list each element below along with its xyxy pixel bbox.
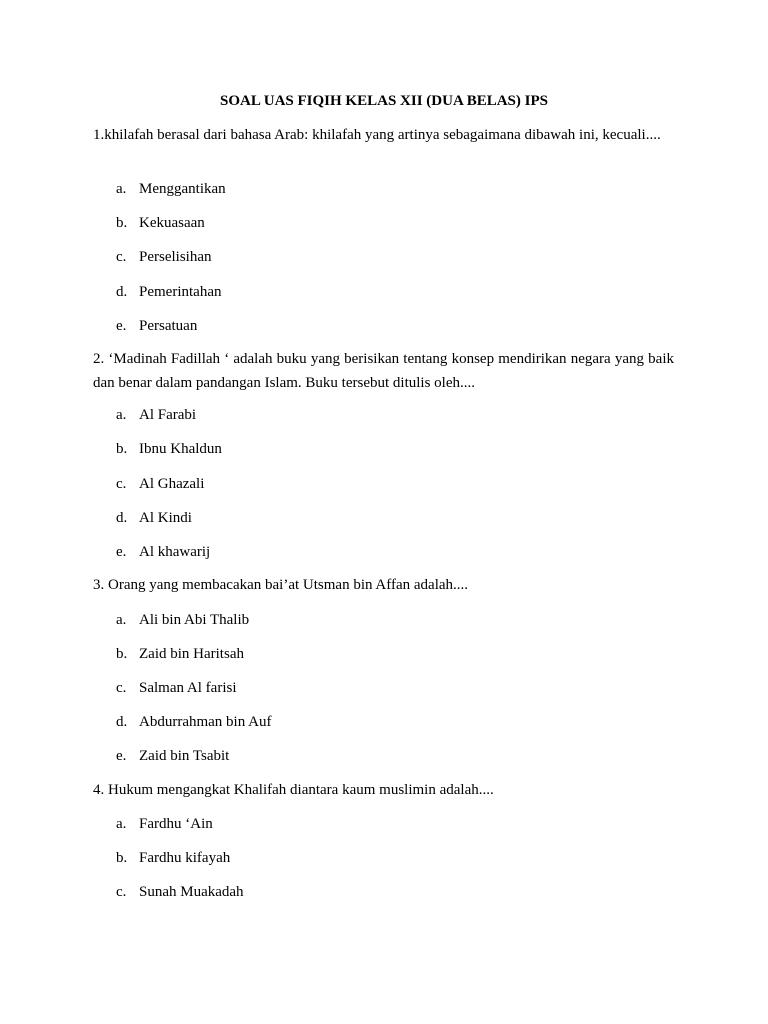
option-letter: d. [116, 714, 128, 730]
option-text: Fardhu kifayah [139, 850, 231, 866]
option-text: Al Kindi [139, 510, 192, 526]
question-1-text: 1.khilafah berasal dari bahasa Arab: khilafah yang artinya sebagaimana dibawah ini, kecuali.... [93, 127, 661, 143]
option-letter: b. [116, 215, 128, 231]
option-letter: c. [116, 476, 127, 492]
option-text: Persatuan [139, 318, 198, 334]
option-letter: c. [116, 680, 127, 696]
question-3-option-c [116, 679, 237, 697]
option-letter: a. [116, 181, 127, 197]
option-text: Fardhu ‘Ain [139, 816, 213, 832]
option-letter: b. [116, 441, 128, 457]
option-text: Ali bin Abi Thalib [139, 612, 250, 628]
option-letter: a. [116, 612, 127, 628]
option-letter: e. [116, 318, 127, 334]
option-text: Perselisihan [139, 249, 212, 265]
question-2-option-b [116, 440, 222, 458]
question-3-option-e [116, 747, 229, 765]
option-text: Kekuasaan [139, 215, 205, 231]
option-text: Zaid bin Haritsah [139, 646, 244, 662]
option-text: Al Ghazali [139, 476, 205, 492]
question-3-text: 3. Orang yang membacakan bai’at Utsman bin Affan adalah.... [93, 577, 469, 593]
question-1-option-b [116, 214, 205, 232]
question-2-text: 2. ‘Madinah Fadillah ‘ adalah buku yang berisikan tentang konsep mendirikan negara yang baik dan benar dalam pandangan Islam. Buku tersebut ditulis oleh.... [93, 351, 674, 391]
option-letter: c. [116, 884, 127, 900]
option-letter: e. [116, 748, 127, 764]
question-2-option-a [116, 406, 196, 424]
option-text: Salman Al farisi [139, 680, 237, 696]
option-letter: a. [116, 816, 127, 832]
option-text: Pemerintahan [139, 284, 222, 300]
question-4-option-c [116, 883, 244, 901]
option-text: Zaid bin Tsabit [139, 748, 230, 764]
option-text: Ibnu Khaldun [139, 441, 222, 457]
question-3-option-a [116, 611, 249, 629]
question-4-option-a [116, 815, 213, 833]
question-1-option-e [116, 317, 197, 335]
question-2-option-e [116, 543, 210, 561]
option-letter: c. [116, 249, 127, 265]
option-text: Sunah Muakadah [139, 884, 244, 900]
question-3-option-b [116, 645, 244, 663]
question-2-option-d [116, 509, 192, 527]
option-text: Menggantikan [139, 181, 226, 197]
question-3-option-d [116, 713, 271, 731]
question-4-option-b [116, 849, 230, 867]
option-letter: a. [116, 407, 127, 423]
document-title: SOAL UAS FIQIH KELAS XII (DUA BELAS) IPS [219, 93, 548, 109]
question-4-text: 4. Hukum mengangkat Khalifah diantara kaum muslimin adalah.... [93, 782, 494, 798]
option-letter: b. [116, 646, 128, 662]
option-text: Abdurrahman bin Auf [139, 714, 272, 730]
question-1-option-c [116, 248, 212, 266]
option-text: Al Farabi [139, 407, 197, 423]
question-1-option-a [116, 180, 226, 198]
option-letter: e. [116, 544, 127, 560]
question-2-option-c [116, 475, 204, 493]
option-text: Al khawarij [139, 544, 211, 560]
option-letter: b. [116, 850, 128, 866]
option-letter: d. [116, 510, 128, 526]
option-letter: d. [116, 284, 128, 300]
question-1-option-d [116, 283, 221, 301]
